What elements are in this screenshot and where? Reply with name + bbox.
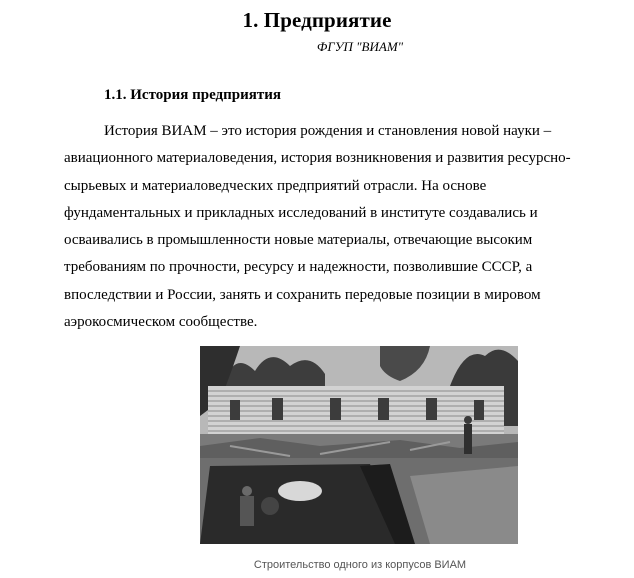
history-paragraph xyxy=(64,118,612,336)
organization-subtitle: ФГУП "ВИАМ" xyxy=(316,39,404,54)
paragraph-line: авиационного материаловедения, история возникновения и развития ресурсно- xyxy=(64,150,571,167)
figure-caption: Строительство одного из корпусов ВИАМ xyxy=(253,559,467,571)
section-heading: 1.1. История предприятия xyxy=(104,87,281,103)
construction-photo xyxy=(200,346,518,544)
paragraph-line: История ВИАМ – это история рождения и становления новой науки – xyxy=(104,123,552,139)
paragraph-line: сырьевых и материаловедческих предприятий отрасли. На основе xyxy=(64,177,487,194)
photo-illustration xyxy=(200,346,518,544)
paragraph-line: требованиям по прочности, ресурсу и надежности, позволившие СССР, а xyxy=(64,259,533,276)
paragraph-line: осваивались в промышленности новые материалы, отвечающие высоким xyxy=(64,232,533,249)
paragraph-line: аэрокосмическом сообществе. xyxy=(64,314,258,331)
paragraph-line: впоследствии и России, занять и сохранить передовые позиции в мировом xyxy=(64,286,541,303)
paragraph-line: фундаментальных и прикладных исследований в институте создавались и xyxy=(64,204,538,221)
page-title: 1. Предприятие xyxy=(242,8,392,32)
